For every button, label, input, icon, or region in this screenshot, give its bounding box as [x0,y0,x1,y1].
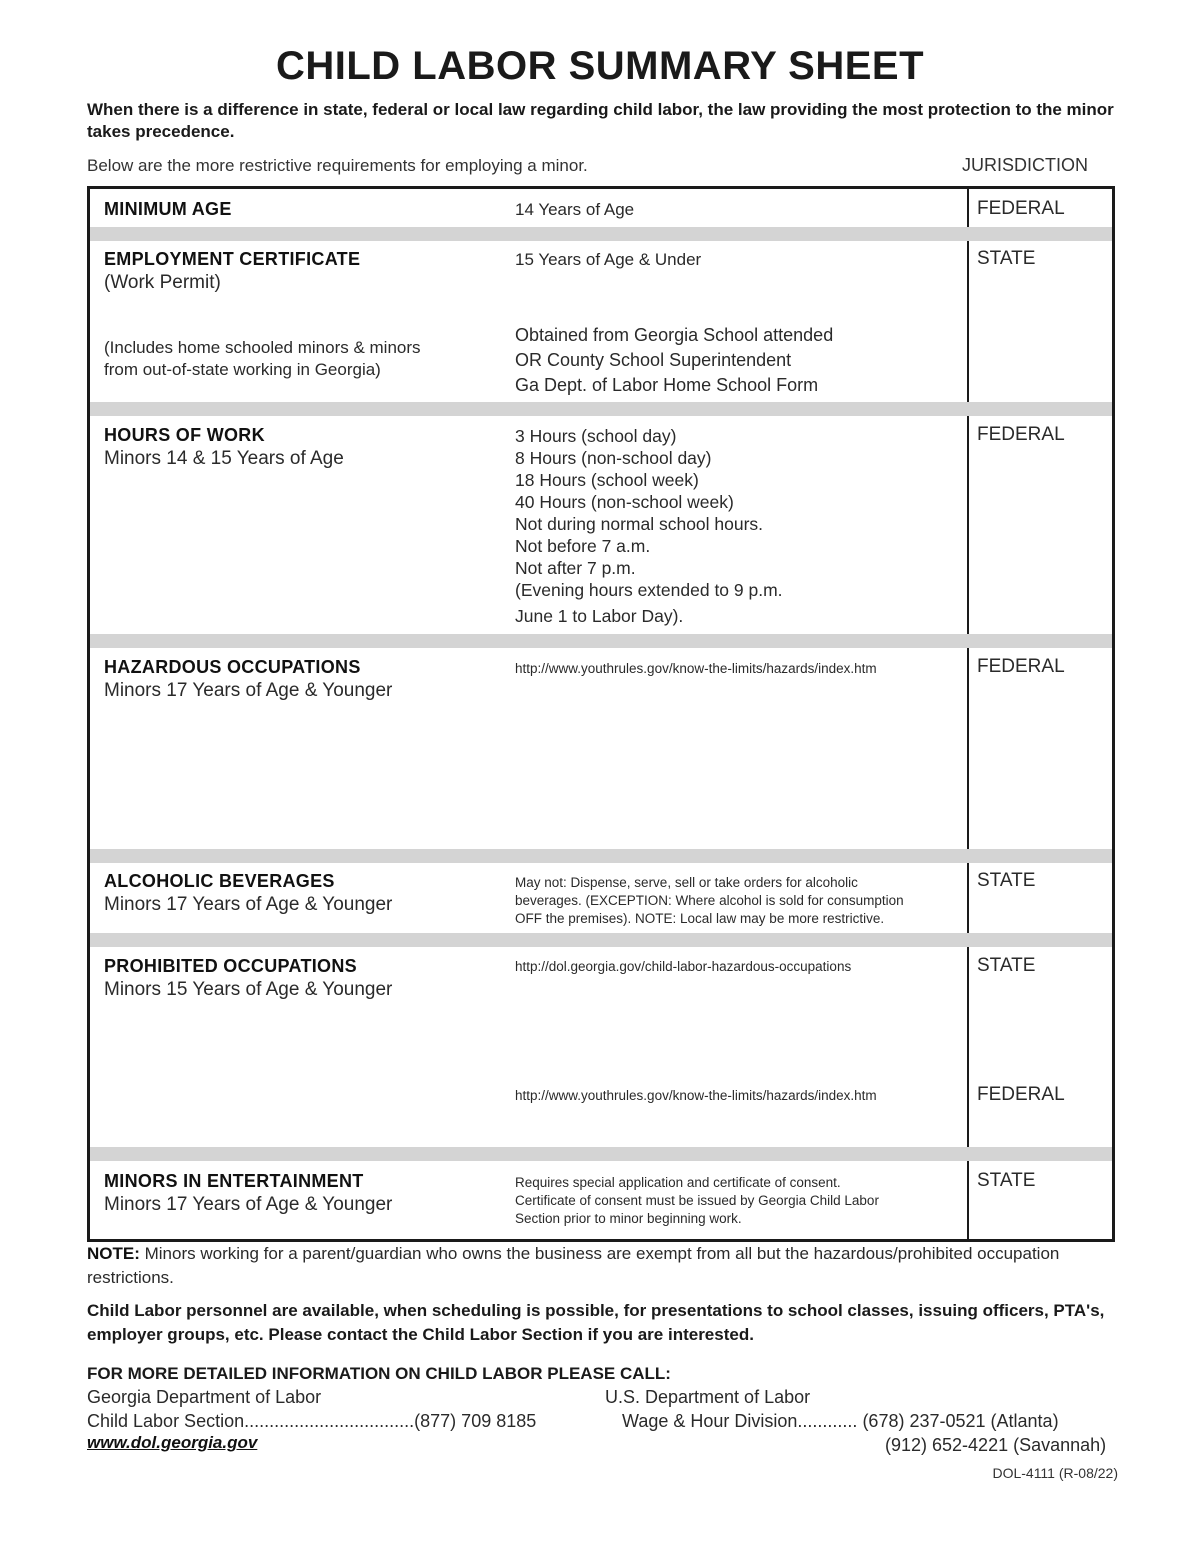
prohibited-occupations-federal-link[interactable]: http://www.youthrules.gov/know-the-limits/hazards/index.htm [515,1088,877,1103]
row-separator [90,634,1112,648]
employment-certificate-value: 15 Years of Age & Under [515,250,702,269]
hazardous-occupations-jurisdiction: FEDERAL [977,656,1065,677]
us-savannah-phone: (912) 652-4221 (Savannah) [885,1435,1107,1455]
minors-in-entertainment-details: Requires special application and certificate of consent. Certificate of consent must be issued by Georgia Child Labor Section prior to minor beginning work. [515,1175,879,1226]
personnel-paragraph: Child Labor personnel are available, when scheduling is possible, for presentations to school classes, issuing officers, PTA's, employer groups, etc. Please contact the Child Labor Section if you are interested. [87,1301,1105,1344]
row-separator [90,402,1112,416]
note-label: NOTE: [87,1244,140,1263]
employment-certificate-jurisdiction: STATE [977,248,1036,269]
hours-of-work-jurisdiction: FEDERAL [977,424,1065,445]
employment-certificate-note: (Includes home schooled minors & minors from out-of-state working in Georgia) [104,338,421,379]
hazardous-occupations-link[interactable]: http://www.youthrules.gov/know-the-limits/hazards/index.htm [515,661,877,676]
minors-in-entertainment-jurisdiction: STATE [977,1170,1036,1191]
us-division-line: Wage & Hour Division............ (678) 237-0521 (Atlanta) [622,1411,1059,1431]
minimum-age-jurisdiction: FEDERAL [977,198,1065,219]
requirements-table [87,186,1115,1242]
georgia-dept: Georgia Department of Labor [87,1387,322,1407]
row-separator [90,849,1112,863]
row-separator [90,1147,1112,1161]
minimum-age-value: 14 Years of Age [515,200,635,219]
row-separator [90,933,1112,947]
hours-of-work-details: 3 Hours (school day) 8 Hours (non-school day) 18 Hours (school week) 40 Hours (non-school week) Not during normal school hours. Not before 7 a.m. Not after 7 p.m. (Evening hours extended to 9 p.m. June 1 to Labor Day). [515,426,783,626]
hazardous-occupations-label: HAZARDOUS OCCUPATIONS Minors 17 Years of Age & Younger [104,657,393,701]
jurisdiction-header: JURISDICTION [962,155,1088,175]
minors-in-entertainment-label: MINORS IN ENTERTAINMENT Minors 17 Years of Age & Younger [104,1171,393,1215]
georgia-section-line: Child Labor Section..................................(877) 709 8185 [87,1411,537,1431]
prohibited-occupations-state-link[interactable]: http://dol.georgia.gov/child-labor-hazardous-occupations [515,959,852,974]
page-title: CHILD LABOR SUMMARY SHEET [275,44,925,88]
prohibited-occupations-jurisdiction-federal: FEDERAL [977,1084,1065,1105]
column-divider [967,189,969,1239]
alcoholic-beverages-details: May not: Dispense, serve, sell or take orders for alcoholic beverages. (EXCEPTION: Where alcohol is sold for consumption OFF the premises). NOTE: Local law may be more restrictive. [515,875,904,926]
employment-certificate-details: Obtained from Georgia School attended OR County School Superintendent Ga Dept. of Labor Home School Form [515,325,834,395]
row-separator [90,227,1112,241]
us-dept-label: U.S. Department of Labor [605,1387,811,1407]
prohibited-occupations-jurisdiction: STATE [977,955,1036,976]
subline-text: Below are the more restrictive requirements for employing a minor. [87,156,588,175]
note-paragraph [87,1242,1117,1290]
georgia-website-link[interactable]: www.dol.georgia.gov [87,1433,258,1452]
note-text: Minors working for a parent/guardian who owns the business are exempt from all but the hazardous/prohibited occupation restrictions. [87,1244,1060,1287]
hours-of-work-label: HOURS OF WORK Minors 14 & 15 Years of Age [104,425,344,469]
prohibited-occupations-label: PROHIBITED OCCUPATIONS Minors 15 Years of Age & Younger [104,956,393,1000]
intro-text: When there is a difference in state, federal or local law regarding child labor, the law providing the most protection to the minor takes precedence. [87,100,1114,141]
more-info-header: FOR MORE DETAILED INFORMATION ON CHILD LABOR PLEASE CALL: [87,1364,671,1383]
form-code: DOL-4111 (R-08/22) [992,1465,1118,1481]
minimum-age-label: MINIMUM AGE [104,199,232,219]
employment-certificate-label: EMPLOYMENT CERTIFICATE (Work Permit) [104,249,361,293]
georgia-contact [87,1385,536,1433]
alcoholic-beverages-label: ALCOHOLIC BEVERAGES Minors 17 Years of Age & Younger [104,871,393,915]
alcoholic-beverages-jurisdiction: STATE [977,870,1036,891]
